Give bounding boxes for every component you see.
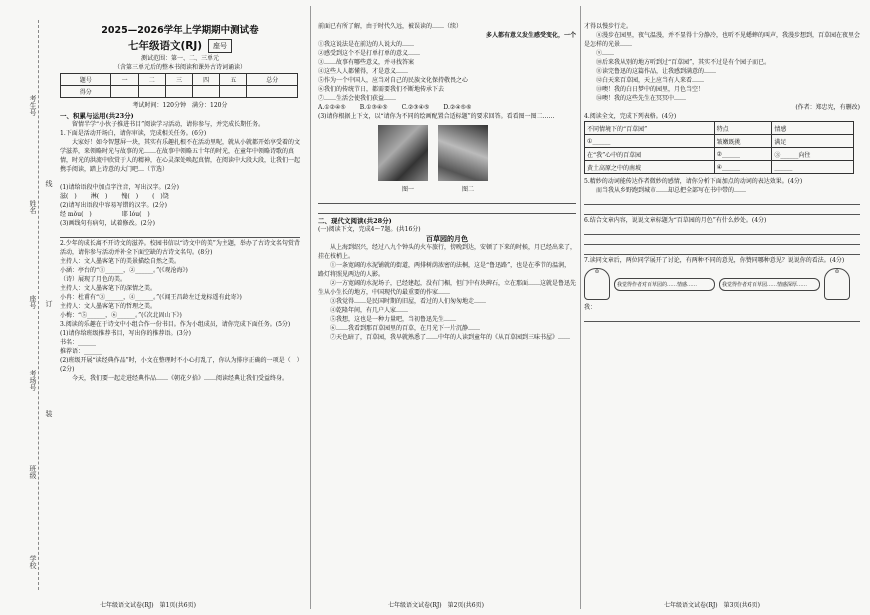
hanzi-item[interactable]: 经 mǒu( ) <box>60 211 92 218</box>
photo-caption: 图一 <box>401 186 414 193</box>
exam-title: 2025—2026学年上学期期中测试卷 <box>101 25 259 36</box>
hanzi-item[interactable]: 耶 lóu( ) <box>121 211 150 218</box>
passage-paragraph: ⑭噢！我的这些先生在冥冥中…… <box>584 95 687 102</box>
score-header: 总分 <box>247 74 298 86</box>
q4-table <box>584 121 854 174</box>
score-cell[interactable] <box>138 86 165 98</box>
q2-line[interactable]: 小涵：亭台的“①______，②______。”(《观沧海》) <box>60 267 188 274</box>
passage-paragraph: ⑤我想，这也是一种力量吧，当初鲁迅先生…… <box>318 316 457 323</box>
score-cell[interactable] <box>165 86 192 98</box>
question-1-1: (1)请给语段中加点字注音，写出汉字。(2分) <box>60 184 179 191</box>
question-5: 5.精妙的动词能传达作者微妙的感情，请你分析下面加点的动词的表达效果。(4分) <box>584 178 803 185</box>
passage-intro: 多人都有意义发生感受变化，一个 <box>485 32 576 39</box>
passage-paragraph: ③我觉得……是民国时期的旧屋，看过的人们匆匆地走…… <box>318 298 487 305</box>
q2-line: 主持人：文人墨客笔下的哲理之美。 <box>60 303 157 310</box>
seat-number-box: 座号 <box>208 39 232 53</box>
table-cell: 皱嫩既挑 <box>714 135 772 148</box>
continued-text: 前面已有所了解，由于时代久远，被误读的……（续） <box>318 23 463 30</box>
question-3-1: (1)请你给班级推荐书目，写出你的推荐语。(3分) <box>60 330 191 337</box>
score-cell[interactable] <box>247 86 298 98</box>
question-1-passage: 大家好！如今智慧屏一块，其实有乐趣扎根不在活动里呢，就从小就都开始享受着的文学滋养，来领略时光与故事的光……在故事中领略五十年的时光，在童年中领略诗歌的真情，时光的洪流中欣赏于人的精神，在心灵深处唤起真情，在阅读中大段大段，让我们一起携手阅读，踏上诗意的大门吧…（节选） <box>60 139 300 173</box>
answer-line[interactable] <box>60 229 300 238</box>
pinyin-item[interactable]: ( )饶 <box>152 193 169 200</box>
answer-line[interactable] <box>318 195 576 204</box>
score-header: 五 <box>220 74 247 86</box>
score-header: 二 <box>138 74 165 86</box>
question-3-passage: 今天，我们要一起走进经典作品……《朝花夕拾》……阅读经典让我们受益终身。 <box>60 375 289 382</box>
passage-paragraph: ⑨…… <box>584 50 615 57</box>
pinyin-item[interactable]: 淋( ) <box>90 193 108 200</box>
passage-paragraph: ⑩后来我从别的地方听到过“百草园”，其实不过是有个园子而已。 <box>584 59 771 66</box>
page-divider <box>310 6 311 609</box>
score-row-label: 得分 <box>61 86 111 98</box>
table-cell: 黄土高原之中的南坡 <box>585 161 715 174</box>
page-1 <box>60 0 300 615</box>
exam-time: 考试时间：120分钟 满分：120分 <box>132 102 228 109</box>
passage-paragraph: ⑧漫步在园里，夜气温漫，并不显得十分静冷，也听不见蟋蟀的叫声，我漫步想到，百草园在夜里会是怎样的光景…… <box>584 32 860 48</box>
passage-paragraph: ④乾隆年间，有几户人家…… <box>318 307 409 314</box>
question-1: 1.下面是活动开场白，请你审读，完成相关任务。(6分) <box>60 130 207 137</box>
answer-line[interactable] <box>584 236 860 245</box>
question-1-3: (3)画线句有病句，试着修改。(2分) <box>60 220 155 227</box>
statement-item: ⑤作为一个中国人，应当对自己的民族文化保持敬畏之心 <box>318 77 469 84</box>
table-cell: 在“我”心中的百草园 <box>585 148 715 161</box>
statement-item: ④这些人人都懂得，才是意义…… <box>318 68 409 75</box>
page-footer: 七年级语文试卷(RJ) 第2页(共6页) <box>388 602 484 609</box>
pinyin-item[interactable]: 愧( ) <box>121 193 139 200</box>
page-2 <box>318 0 576 615</box>
table-header: 不同情境下的“百草园” <box>585 122 715 135</box>
score-cell[interactable] <box>111 86 138 98</box>
pinyin-item[interactable]: 滋( ) <box>60 193 77 200</box>
binding-label: 考生号 <box>29 95 37 116</box>
passage-title: 百草园的月色 <box>426 234 468 243</box>
score-header: 四 <box>193 74 220 86</box>
photo-question: (3)请你根据上下文，以“请你为不同的绘画配置合适标题”的要求回答。看看图一图二…… <box>318 113 555 120</box>
q2-line: 主持人：文人墨客笔下的美景描绘自然之美。 <box>60 258 181 265</box>
answer-line[interactable] <box>318 205 576 214</box>
passage-paragraph: 从上海到绍兴，经过八九个钟头的火车旅行，傍晚到达，安顿了下来的时候，月已经出来了，挂在枝梢上。 <box>318 244 576 260</box>
passage-paragraph: ②一方宽阔的水泥场子，已经建起，没有门楣，但门中有块碑石，立在那面……这就是鲁迅先生从小生长的地方，中国现代的最重要的作家…… <box>318 280 576 296</box>
passage-source: (作者：郑忠宪，有删改) <box>795 104 860 111</box>
statement-item: ⑥我们的传统节日，都需要我们不断地传承下去 <box>318 86 445 93</box>
score-header: 一 <box>111 74 138 86</box>
section-heading: 一、积累与运用(共23分) <box>60 112 134 120</box>
page-divider <box>580 6 581 609</box>
binding-label: 姓名 <box>29 200 37 214</box>
student-avatar: ☺ <box>584 268 610 300</box>
table-cell[interactable]: ______ <box>772 161 854 174</box>
page-3 <box>584 0 860 615</box>
part-heading: (一)阅读下文，完成4～7题。(共16分) <box>318 226 421 233</box>
passage-paragraph: 才得以慢步行走。 <box>584 23 633 30</box>
score-table <box>60 73 298 98</box>
question-3-2: (2)班级开展“读经典作品”时，小文在整理时不小心打乱了，你认为排序正确的一项是（ ）(2分) <box>60 357 300 373</box>
binding-strip <box>0 0 58 615</box>
discussion-illustration <box>584 268 860 300</box>
intro-text: 留情半学“小伙子推进书目”阅读学习活动，请你参与，并完成长期任务。 <box>60 121 265 128</box>
page-footer: 七年级语文试卷(RJ) 第3页(共6页) <box>664 602 760 609</box>
cut-line <box>38 20 39 590</box>
binding-label: 班级 <box>29 465 37 479</box>
photo-image-2 <box>438 125 488 181</box>
test-scope-note: （含第三单元后的整本书阅读和课外古诗词诵读） <box>113 64 246 71</box>
table-header: 特点 <box>714 122 772 135</box>
score-header: 三 <box>165 74 192 86</box>
statement-item: ①我这说法是在前边的人说大的…… <box>318 41 415 48</box>
table-cell[interactable]: ④______ <box>714 161 772 174</box>
choice-option[interactable]: A.①②④⑤ <box>318 104 346 111</box>
answer-line[interactable] <box>584 206 860 215</box>
question-2: 2.少年的成长离不开诗文的滋养。校园书信以“诗文中的美”为主题，举办了古诗文名句赏背活动，请你参与活动并补全下面空缺的古诗文名句。(8分) <box>60 240 300 256</box>
table-cell[interactable]: ③______向往 <box>772 148 854 161</box>
binding-label: 学校 <box>29 555 37 569</box>
passage-paragraph: ⑪读完鲁迅的这篇作品，让我感到满意的…… <box>584 68 717 75</box>
cut-mark: 线 <box>45 180 53 187</box>
binding-label: 座号 <box>29 295 37 309</box>
question-6: 6.结合文章内容，说说文章标题为“百草园的月色”有什么妙处。(4分) <box>584 217 767 224</box>
exam-subtitle: 七年级语文(RJ) <box>127 40 203 52</box>
statement-item: ②感受到这个不是打单打单的意义…… <box>318 50 421 57</box>
choice-option[interactable]: C.②③④⑤ <box>401 104 430 111</box>
q2-line[interactable]: 小梅：“⑤______，⑥______。”(《次北固山下》) <box>60 312 182 319</box>
statement-item: ⑦……生活会使我们获益…… <box>318 95 397 102</box>
cut-mark: 订 <box>45 300 53 307</box>
answer-prefix: 我： <box>584 304 597 311</box>
binding-label: 考场号 <box>29 370 37 391</box>
photo-caption: 图二 <box>461 186 474 193</box>
q2-line: 主持人：文人墨客笔下的深情之美。 <box>60 285 157 292</box>
answer-line[interactable] <box>584 313 860 322</box>
section-heading: 二、现代文阅读(共28分) <box>318 217 392 225</box>
q3-field[interactable]: 书名：______ <box>60 339 97 346</box>
q2-line[interactable]: 小冉：杜甫有“③______，④______。”(《闻王昌龄左迁龙标遥有此寄》) <box>60 294 242 301</box>
question-7: 7.读同文章后，两位同学展开了讨论，有两种不同的意见，你赞同哪种意见？说说你的看法。(4分) <box>584 257 845 264</box>
q2-line: （诗）展现了月色的美。 <box>60 276 127 283</box>
score-header: 题号 <box>61 74 111 86</box>
question-5-text: 而当我从乡野跑到城市……却总把全部写在书中带的…… <box>584 187 747 194</box>
table-cell[interactable]: ①______ <box>585 135 715 148</box>
q3-field[interactable]: 推荐语：______ <box>60 348 103 355</box>
page-footer: 七年级语文试卷(RJ) 第1页(共6页) <box>100 602 196 609</box>
table-cell[interactable]: ②______ <box>714 148 772 161</box>
speech-bubble: 我觉得作者对百草园……情感深厚…… <box>719 278 820 291</box>
answer-line[interactable] <box>584 226 860 235</box>
cut-mark: 装 <box>45 410 53 417</box>
score-cell[interactable] <box>193 86 220 98</box>
speech-bubble: 我觉得作者对百草园的……情感…… <box>614 278 715 291</box>
question-1-2: (2)请写出语段中容易写错的汉字。(2分) <box>60 202 167 209</box>
passage-paragraph: ⑬噢！我的白日梦中的园里，月色当空！ <box>584 86 705 93</box>
passage-paragraph: ⑦天色暗了，百草园，我早就熟悉了……中年的人读到童年的《从百草园到三味书屋》…… <box>318 334 571 341</box>
score-cell[interactable] <box>220 86 247 98</box>
passage-paragraph: ①一条宽阔的水泥铺就的街道，两排树荫浓密的法桐，这是“鲁迅路”，也是在季节的温润，路灯将照见两边的人影。 <box>318 262 571 278</box>
passage-paragraph: ⑥……我看到那百草园里的百草，在月光下一片沉静…… <box>318 325 481 332</box>
table-cell: 满足 <box>772 135 854 148</box>
answer-line[interactable] <box>584 196 860 205</box>
choice-option[interactable]: D.②④⑤⑥ <box>443 104 472 111</box>
question-3: 3.阅读的乐趣在于诗文中小组合作一份书目。作为小组成员，请你完成下面任务。(5分) <box>60 321 291 328</box>
table-header: 情感 <box>772 122 854 135</box>
choice-option[interactable]: B.①③④⑤ <box>359 104 388 111</box>
statement-item: ③……故事有哪些意义，并寻找答案 <box>318 59 415 66</box>
passage-paragraph: ⑫白天来百草园，天上应当有人来看…… <box>584 77 705 84</box>
test-scope: 测试范围：第一、二、三单元 <box>140 55 219 62</box>
answer-line[interactable] <box>584 246 860 255</box>
student-avatar: ☺ <box>824 268 850 300</box>
question-4: 4.阅读全文，完成下列表格。(4分) <box>584 113 677 120</box>
photo-image-1 <box>378 125 428 181</box>
